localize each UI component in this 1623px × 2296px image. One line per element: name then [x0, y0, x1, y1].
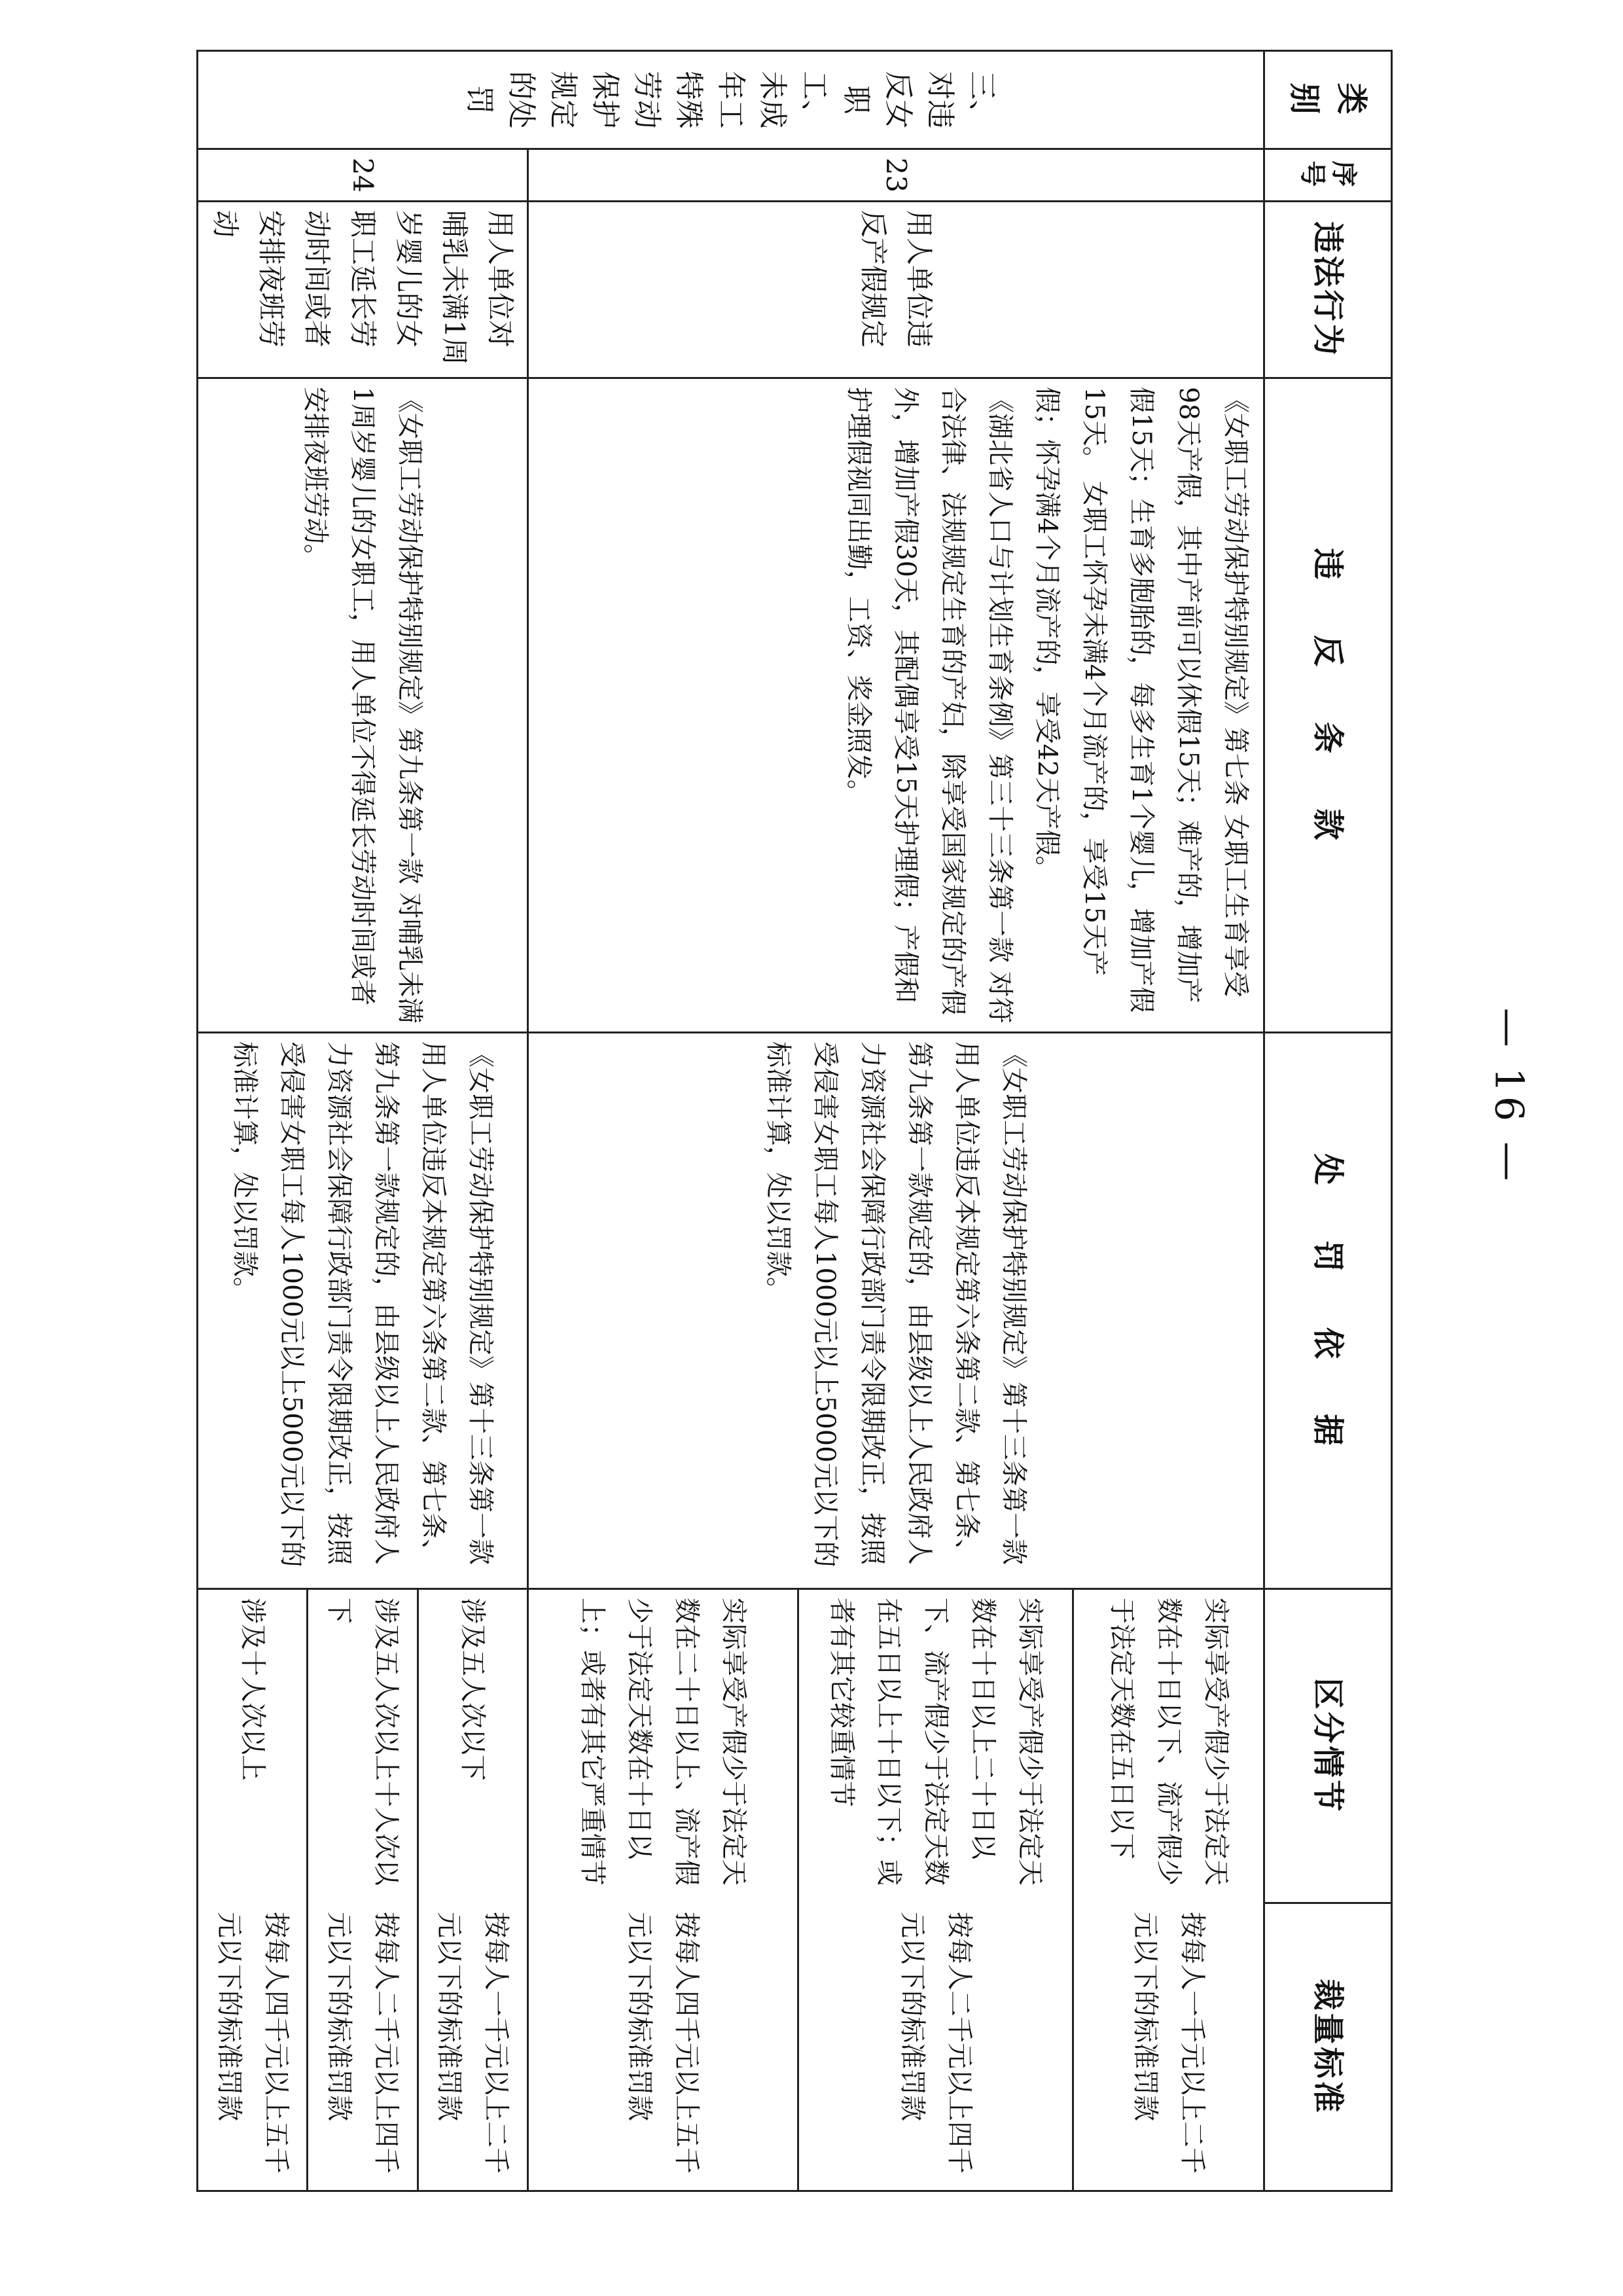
row-clause: 《女职工劳动保护特别规定》第九条第一款 对哺乳未满1周岁婴儿的女职工，用人单位不得延长劳动时间或者安排夜班劳动。: [198, 378, 528, 1033]
level-situation: 涉及五人次以上十人次以下: [308, 1590, 418, 1904]
levels-table: [198, 1590, 527, 2192]
level-standard: 按每人一千元以上二千元以下的标准罚款: [1130, 1912, 1207, 2174]
header-standard: 裁量标准: [1264, 1903, 1392, 2191]
level-situation: 涉及五人次以下: [457, 1598, 488, 1781]
level-standard: 按每人四千元以上五千元以下的标准罚款: [529, 1904, 798, 2192]
header-basis: 处 罚 依 据: [1264, 1033, 1392, 1589]
row-basis: 《女职工劳动保护特别规定》第十三条第一款 用人单位违反本规定第六条第二款、第七条、第九条第一款规定的，由县级以上人民政府人力资源社会保障行政部门责令限期改正，按照受侵害女职工每人1000元以上5000元以下的标准计算，处以罚款。: [198, 1033, 528, 1589]
level-standard: 按每人一千元以上二千元以下的标准罚款: [434, 1912, 512, 2174]
level-standard: 按每人二千元以上四千元以下的标准罚款: [308, 1904, 418, 2192]
header-clause: 违 反 条 款: [1264, 378, 1392, 1033]
level-standard: 按每人四千元以上五千元以下的标准罚款: [198, 1904, 308, 2192]
rotated-page: [209, 50, 1393, 2190]
header-seq: 序号: [1264, 149, 1392, 202]
header-row: [1264, 51, 1392, 2191]
level-row: [529, 1590, 798, 2192]
level-row: [798, 1590, 1073, 2192]
level-standard: 按每人二千元以上四千元以下的标准罚款: [798, 1904, 1073, 2192]
level-row: [418, 1590, 527, 2192]
level-situation: 实际享受产假少于法定天数在十日以上二十日以下、流产假少于法定天数在五日以上十日以下；或者有其它较重情节: [798, 1590, 1073, 1904]
row-seq: 23: [528, 149, 1264, 202]
table-row: [528, 51, 1264, 2191]
row-levels: [198, 1589, 528, 2191]
table-row: [198, 51, 528, 2191]
level-situation: 涉及十人次以上: [198, 1590, 308, 1904]
header-category: 类 别: [1264, 51, 1392, 149]
page-number: — 16 —: [1486, 1007, 1532, 1185]
header-behavior: 违法行为: [1264, 202, 1392, 378]
row-basis: 《女职工劳动保护特别规定》第十三条第一款 用人单位违反本规定第六条第二款、第七条、第九条第一款规定的，由县级以上人民政府人力资源社会保障行政部门责令限期改正，按照受侵害女职工每人1000元以上5000元以下的标准计算，处以罚款。: [528, 1033, 1264, 1589]
row-clause: 《女职工劳动保护特别规定》第七条 女职工生育享受98天产假，其中产前可以休假15天；难产的，增加产假15天；生育多胞胎的，每多生育1个婴儿，增加产假15天。 女职工怀孕未满4个月流产的，享受15天产假；怀孕满4个月流产的，享受42天产假。 《湖北省人口与计划生育条例》第三十三条第一款 对符合法律、法规规定生育的产妇，除享受国家规定的产假外，增加产假30天，其配偶享受15天护理假；产假和护理假视同出勤，工资、奖金照发。: [528, 378, 1264, 1033]
row-behavior: 用人单位对哺乳未满1周岁婴儿的女职工延长劳动时间或者安排夜班劳动: [198, 202, 528, 378]
penalty-table: [196, 50, 1393, 2192]
level-situation: 实际享受产假少于法定天数在十日以下、流产假少于法定天数在五日以下: [1106, 1598, 1231, 1886]
level-row: [198, 1590, 308, 2192]
row-seq: 24: [198, 149, 528, 202]
level-row: [1073, 1590, 1263, 2192]
category-cell: 三、对违反女职工、未成年工特殊劳动保护规定的处罚: [198, 51, 1264, 149]
level-row: [308, 1590, 418, 2192]
header-situation: 区分情节: [1264, 1589, 1392, 1903]
levels-table: [529, 1590, 1263, 2192]
level-situation: 实际享受产假少于法定天数在二十日以上、流产假少于法定天数在十日以上；或者有其它严重情节: [529, 1590, 798, 1904]
row-levels: [528, 1589, 1264, 2191]
row-behavior: 用人单位违反产假规定: [528, 202, 1264, 378]
